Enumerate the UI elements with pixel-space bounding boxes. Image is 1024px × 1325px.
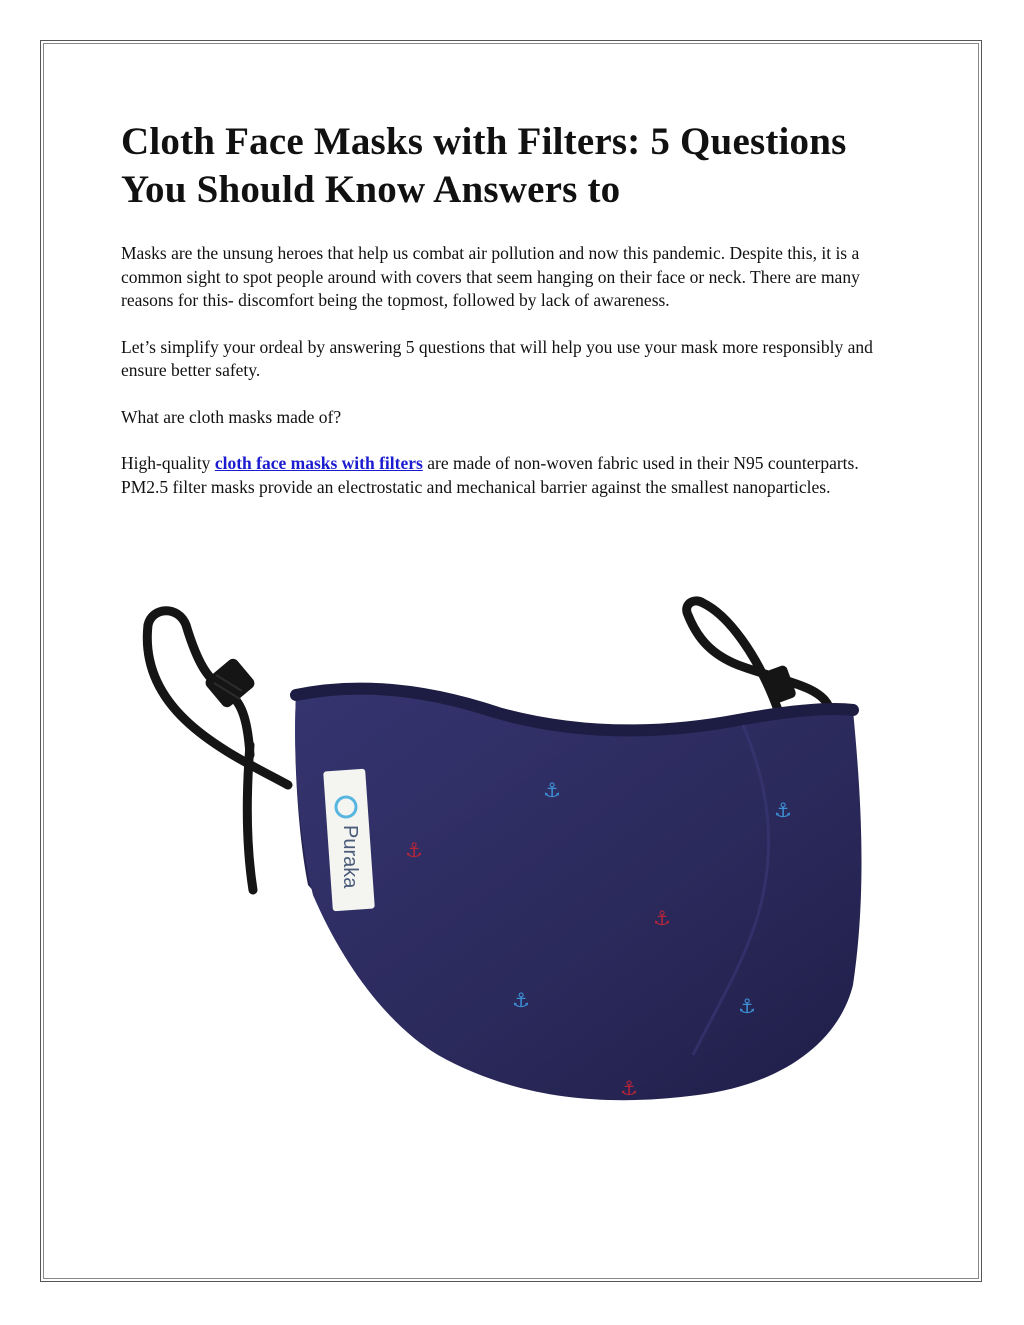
cloth-face-masks-link[interactable]: cloth face masks with filters [214,453,423,473]
anchor-icon: ⚓ [543,778,561,802]
article [121,118,891,499]
mask-illustration [138,585,878,1150]
anchor-icon: ⚓ [738,994,756,1018]
anchor-icon: ⚓ [653,906,671,930]
intro-paragraph: Masks are the unsung heroes that help us combat air pollution and now this pandemic. Despite this, it is a common sight to spot people around with covers that seem hanging on their face or neck. There are many reasons for this- discomfort being the topmost, followed by lack of awareness. [121,243,860,310]
mask-body [295,688,861,1100]
anchor-icon: ⚓ [512,988,530,1012]
simplify-paragraph: Let’s simplify your ordeal by answering 5 questions that will help you use your mask more responsibly and ensure better safety. [121,336,873,380]
answer-suffix: are made of non-woven fabric used in their N95 counterparts. PM2.5 filter masks provide an electrostatic and mechanical barrier against the smallest nanoparticles. [121,453,859,497]
brand-label-text: Puraka [339,825,361,889]
anchor-icon: ⚓ [405,838,423,862]
anchor-icon: ⚓ [620,1076,638,1100]
answer-paragraph [121,452,891,499]
answer-prefix: High-quality [121,453,215,473]
question-heading: What are cloth masks made of? [121,406,342,427]
right-ear-loop [687,601,828,710]
anchor-icon: ⚓ [774,798,792,822]
article-title: Cloth Face Masks with Filters: 5 Questions You Should Know Answers to [121,120,847,211]
mask-product-image [138,585,878,1150]
